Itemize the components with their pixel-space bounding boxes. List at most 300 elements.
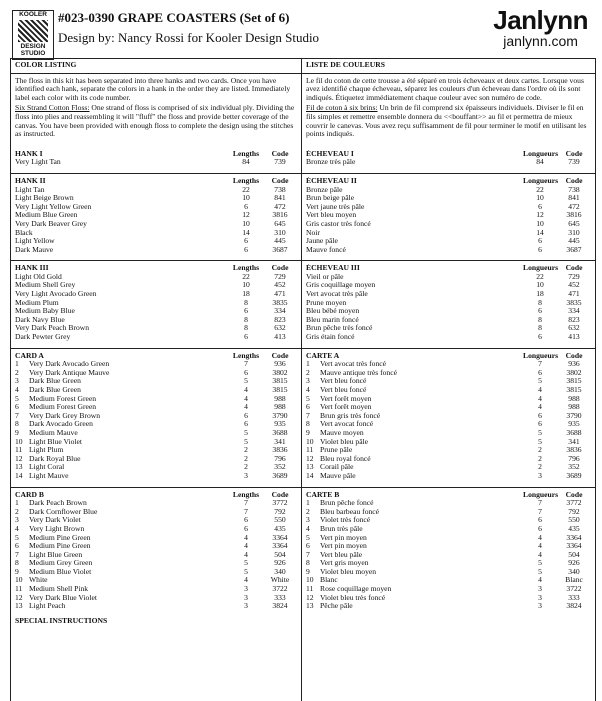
color-name: Vert jaune très pâle [306, 202, 365, 211]
color-name: Light Mauve [29, 471, 69, 480]
color-row [15, 395, 297, 404]
color-code: 413 [568, 332, 580, 342]
color-code: 792 [568, 506, 580, 516]
color-name: Very Dark Blue Violet [29, 593, 97, 602]
color-row [306, 203, 591, 212]
color-code: White [270, 575, 290, 585]
color-number: 1 [15, 498, 19, 508]
color-row [15, 316, 297, 325]
color-section [306, 177, 591, 254]
left-title: COLOR LISTING [15, 60, 77, 69]
color-code: 935 [568, 419, 580, 429]
color-row [306, 186, 591, 195]
color-name: Vert avocat très pâle [306, 290, 368, 299]
color-length: 6 [244, 244, 248, 254]
color-code: 504 [274, 549, 286, 559]
color-name: Light Plum [29, 446, 64, 455]
color-number: 6 [306, 541, 310, 551]
color-code: 796 [274, 453, 286, 463]
color-code: 550 [568, 515, 580, 525]
color-name: Bleu bébé moyen [306, 307, 360, 316]
color-number: 14 [15, 470, 23, 480]
color-length: 3 [538, 584, 542, 594]
color-name: Bronze très pâle [306, 158, 356, 167]
code-column-header: Code [565, 175, 583, 185]
color-number: 2 [306, 367, 310, 377]
color-length: 6 [244, 410, 248, 420]
color-number: 5 [306, 393, 310, 403]
color-code: 334 [274, 306, 286, 316]
janlynn-brand [493, 6, 588, 48]
color-name: Very Dark Avocado Green [29, 360, 110, 369]
right-floss-text: Un brin de fil comprend six épaisseurs individuels. Diviser le fil en fils simples et remettre ensemble donnera du <<bouffant>> au fil et permettra de mieux couvrir le canevas. Vous avez reçu suffisamment de fil pour terminer le motif en utilisant les points indiqués. [306, 103, 587, 139]
color-number: 13 [15, 462, 23, 472]
brand-name: Janlynn [493, 5, 588, 35]
color-length: 84 [536, 157, 544, 167]
color-length: 3 [244, 470, 248, 480]
color-row [306, 602, 591, 611]
color-row [15, 369, 297, 378]
color-number: 13 [15, 601, 23, 611]
color-length: 8 [538, 297, 542, 307]
color-length: 10 [536, 218, 544, 228]
color-length: 6 [538, 419, 542, 429]
color-length: 6 [244, 419, 248, 429]
color-code: 413 [274, 332, 286, 342]
color-number: 7 [15, 410, 19, 420]
color-code: 936 [568, 359, 580, 369]
color-code: 3816 [272, 210, 288, 220]
color-name: Medium Grey Green [29, 559, 93, 568]
lengths-column-header: Lengths [232, 175, 260, 185]
color-number: 10 [15, 436, 23, 446]
color-length: 6 [538, 515, 542, 525]
color-name: Gris castor très foncé [306, 219, 371, 228]
left-floss-label: Six Strand Cotton Floss: [15, 103, 90, 113]
color-length: 2 [538, 445, 542, 455]
color-code: 3364 [566, 532, 582, 542]
lengths-column-header: Longueurs [523, 148, 559, 158]
color-code: 738 [568, 184, 580, 194]
color-row [15, 551, 297, 560]
color-row [15, 377, 297, 386]
color-number: 9 [15, 566, 19, 576]
color-row [15, 446, 297, 455]
section-title: CARTE A [306, 351, 340, 360]
color-number: 8 [15, 419, 19, 429]
section-title: ÉCHEVEAU I [306, 149, 354, 158]
color-row [306, 534, 591, 543]
color-row [15, 290, 297, 299]
color-number: 12 [306, 453, 314, 463]
left-floss-paragraph [15, 104, 297, 138]
color-length: 12 [242, 210, 250, 220]
color-code: 310 [568, 227, 580, 237]
color-length: 6 [538, 367, 542, 377]
color-section [15, 150, 297, 167]
section-header [15, 264, 297, 273]
lengths-column-header: Lengths [232, 263, 260, 273]
color-name: Light Tan [15, 185, 45, 194]
color-number: 8 [306, 419, 310, 429]
color-code: 334 [568, 306, 580, 316]
color-length: 5 [244, 376, 248, 386]
color-length: 10 [242, 280, 250, 290]
embroidery-emblem-icon [18, 20, 48, 42]
color-name: Medium Forest Green [29, 403, 97, 412]
section-header [15, 352, 297, 361]
color-name: Light Old Gold [15, 272, 62, 281]
color-section [15, 352, 297, 481]
color-row [15, 568, 297, 577]
color-name: Dark Pewter Grey [15, 333, 71, 342]
color-name: Dark Blue Green [29, 377, 81, 386]
color-row [306, 194, 591, 203]
color-number: 13 [306, 601, 314, 611]
color-name: Mauve moyen [320, 428, 364, 437]
code-column-header: Code [565, 350, 583, 360]
color-row [15, 585, 297, 594]
color-length: 7 [538, 498, 542, 508]
color-section [15, 177, 297, 254]
french-column [302, 59, 595, 701]
color-row [15, 194, 297, 203]
color-name: Vert pin moyen [320, 533, 367, 542]
color-name: Violet bleu moyen [320, 567, 377, 576]
color-row [15, 542, 297, 551]
color-name: Vieil or pâle [306, 272, 344, 281]
section-header [306, 150, 591, 159]
color-name: Brun pêche foncé [320, 499, 374, 508]
color-length: 4 [538, 541, 542, 551]
color-code: 341 [568, 436, 580, 446]
color-row [306, 438, 591, 447]
color-name: Dark Mauve [15, 245, 54, 254]
color-length: 2 [538, 462, 542, 472]
color-name: Mauve foncé [306, 245, 346, 254]
color-code: 632 [274, 323, 286, 333]
color-row [306, 273, 591, 282]
color-row [15, 463, 297, 472]
color-row [306, 508, 591, 517]
section-title: CARD A [15, 351, 44, 360]
color-name: Violet bleu très foncé [320, 593, 386, 602]
color-number: 9 [15, 427, 19, 437]
color-number: 4 [15, 385, 19, 394]
color-length: 7 [538, 506, 542, 516]
color-length: 4 [244, 575, 248, 585]
color-row [15, 499, 297, 508]
color-length: 14 [536, 227, 544, 237]
color-length: 4 [244, 532, 248, 542]
color-name: Medium Pine Green [29, 542, 91, 551]
color-row [15, 455, 297, 464]
color-name: Gris coquillage moyen [306, 281, 376, 290]
color-row [306, 220, 591, 229]
color-length: 4 [244, 385, 248, 394]
color-length: 7 [244, 506, 248, 516]
color-code: 472 [568, 201, 580, 211]
color-length: 4 [244, 402, 248, 412]
section-divider [302, 487, 595, 488]
color-row [306, 386, 591, 395]
section-divider [11, 173, 301, 174]
color-number: 6 [15, 541, 19, 551]
color-code: 988 [274, 393, 286, 403]
color-name: Dark Peach Brown [29, 499, 87, 508]
color-row [306, 360, 591, 369]
logo-line-2: DESIGN [20, 43, 46, 50]
color-code: 988 [568, 402, 580, 412]
color-code: 739 [274, 157, 286, 167]
section-divider [11, 260, 301, 261]
color-length: 3 [538, 601, 542, 611]
lengths-column-header: Longueurs [523, 489, 559, 499]
color-row [306, 576, 591, 585]
color-code: 739 [568, 157, 580, 167]
color-code: 352 [274, 462, 286, 472]
code-column-header: Code [271, 148, 289, 158]
color-number: 8 [306, 558, 310, 568]
logo-line-3: STUDIO [20, 50, 46, 57]
right-floss-paragraph [306, 104, 591, 138]
color-row [15, 534, 297, 543]
color-number: 2 [15, 367, 19, 377]
color-code: 3790 [272, 410, 288, 420]
color-name: Bronze pâle [306, 185, 343, 194]
kooler-design-studio-logo [12, 10, 54, 60]
color-length: 10 [242, 193, 250, 203]
color-length: 2 [244, 462, 248, 472]
color-name: Very Dark Grey Brown [29, 411, 101, 420]
left-intro: The floss in this kit has been separated into three hanks and two cards. Once you have identified each hank, separate the colors in a hank in the order they are listed. Immediately label each color with its code number. [15, 75, 291, 102]
color-length: 5 [538, 566, 542, 576]
color-row [306, 211, 591, 220]
color-row [15, 307, 297, 316]
color-length: 6 [244, 236, 248, 246]
color-length: 2 [538, 453, 542, 463]
color-code: 333 [568, 592, 580, 602]
color-code: 3688 [272, 427, 288, 437]
color-length: 22 [242, 184, 250, 194]
color-code: 472 [274, 201, 286, 211]
color-length: 5 [538, 427, 542, 437]
color-row [306, 290, 591, 299]
color-row [15, 273, 297, 282]
section-divider [302, 260, 595, 261]
color-length: 4 [538, 393, 542, 403]
color-length: 3 [538, 592, 542, 602]
color-listing-frame [10, 58, 596, 701]
color-name: Vert forêt moyen [320, 394, 372, 403]
lengths-column-header: Lengths [232, 489, 260, 499]
color-length: 6 [244, 332, 248, 342]
lengths-column-header: Longueurs [523, 263, 559, 273]
color-code: 3815 [566, 385, 582, 394]
color-row [15, 559, 297, 568]
color-row [306, 403, 591, 412]
color-number: 1 [306, 498, 310, 508]
color-number: 13 [306, 462, 314, 472]
color-code: 926 [274, 558, 286, 568]
color-length: 12 [536, 210, 544, 220]
left-floss-text: One strand of floss is comprised of six individual ply. Dividing the floss into plies and reassembling it will "fluff" the floss and provide better coverage of the canvas. You have been provided with enough floss to complete the design using the stitches as instructed. [15, 103, 295, 139]
color-row [306, 237, 591, 246]
english-column [11, 59, 302, 701]
section-title: CARTE B [306, 490, 340, 499]
color-code: 3364 [566, 541, 582, 551]
color-name: Very Light Yellow Green [15, 202, 92, 211]
color-code: 936 [274, 359, 286, 369]
color-name: Jaune pâle [306, 237, 338, 246]
color-code: 3364 [272, 541, 288, 551]
color-length: 5 [538, 558, 542, 568]
color-length: 18 [536, 289, 544, 299]
code-column-header: Code [271, 263, 289, 273]
color-section [306, 352, 591, 481]
color-row [15, 211, 297, 220]
color-code: 823 [274, 314, 286, 324]
color-length: 5 [538, 436, 542, 446]
color-name: Brun très pâle [320, 524, 363, 533]
color-code: 333 [274, 592, 286, 602]
section-divider [11, 348, 301, 349]
color-row [306, 281, 591, 290]
color-name: Light Blue Violet [29, 437, 82, 446]
color-code: 310 [274, 227, 286, 237]
color-code: 3815 [566, 376, 582, 386]
color-name: Vert avocat très foncé [320, 360, 386, 369]
color-length: 4 [538, 532, 542, 542]
color-length: 5 [538, 376, 542, 386]
color-code: 3688 [566, 427, 582, 437]
color-name: Very Dark Antique Mauve [29, 368, 110, 377]
color-code: 3772 [566, 498, 582, 508]
code-column-header: Code [565, 489, 583, 499]
color-name: Dark Avocado Green [29, 420, 93, 429]
lengths-column-header: Longueurs [523, 175, 559, 185]
color-code: 445 [568, 236, 580, 246]
color-code: 841 [274, 193, 286, 203]
color-number: 2 [306, 506, 310, 516]
color-code: 550 [274, 515, 286, 525]
color-section [15, 491, 297, 611]
color-code: 3802 [272, 367, 288, 377]
color-name: Very Dark Violet [29, 516, 81, 525]
color-length: 6 [244, 306, 248, 316]
left-sections [15, 150, 297, 611]
color-row [15, 386, 297, 395]
section-header [306, 352, 591, 361]
color-length: 4 [538, 402, 542, 412]
color-code: 3836 [566, 445, 582, 455]
designer-credit: Design by: Nancy Rossi for Kooler Design Studio [58, 30, 320, 45]
code-column-header: Code [565, 263, 583, 273]
color-number: 6 [15, 402, 19, 412]
lengths-column-header: Lengths [232, 148, 260, 158]
color-code: 3772 [272, 498, 288, 508]
color-length: 6 [538, 410, 542, 420]
color-name: Vert bleu foncé [320, 386, 367, 394]
color-name: Prune pâle [320, 446, 353, 455]
color-name: Medium Blue Green [15, 211, 78, 220]
color-length: 22 [536, 184, 544, 194]
color-number: 12 [15, 453, 23, 463]
color-code: 452 [568, 280, 580, 290]
color-number: 11 [15, 584, 23, 594]
color-row [306, 420, 591, 429]
color-row [15, 203, 297, 212]
color-name: Bleu barbeau foncé [320, 507, 380, 516]
section-title: HANK III [15, 264, 49, 273]
color-code: 3722 [272, 584, 288, 594]
color-code: 3815 [272, 385, 288, 394]
color-name: Pêche pâle [320, 602, 353, 611]
color-code: 452 [274, 280, 286, 290]
color-number: 11 [306, 584, 314, 594]
color-row [15, 229, 297, 238]
color-number: 4 [306, 523, 310, 533]
color-code: 504 [568, 549, 580, 559]
color-section [306, 150, 591, 167]
color-row [15, 324, 297, 333]
color-name: Medium Pine Green [29, 533, 91, 542]
color-number: 10 [306, 436, 314, 446]
section-header [15, 177, 297, 186]
color-length: 6 [244, 515, 248, 525]
color-number: 5 [15, 393, 19, 403]
color-name: Prune moyen [306, 298, 347, 307]
code-column-header: Code [565, 148, 583, 158]
color-length: 10 [536, 280, 544, 290]
color-code: 988 [568, 393, 580, 403]
color-number: 3 [15, 515, 19, 525]
color-number: 9 [306, 566, 310, 576]
color-number: 4 [15, 523, 19, 533]
color-code: 341 [274, 436, 286, 446]
color-name: Dark Cornflower Blue [29, 507, 98, 516]
color-number: 12 [306, 592, 314, 602]
color-number: 8 [15, 558, 19, 568]
color-code: 632 [568, 323, 580, 333]
color-section [306, 264, 591, 341]
color-code: 3816 [566, 210, 582, 220]
color-name: Very Light Brown [29, 524, 85, 533]
lengths-column-header: Longueurs [523, 350, 559, 360]
right-floss-label: Fil de coton à six brins: [306, 103, 378, 113]
color-code: 823 [568, 314, 580, 324]
color-length: 7 [244, 498, 248, 508]
color-name: Brun gris très foncé [320, 411, 381, 420]
color-number: 1 [15, 359, 19, 369]
color-code: 3824 [566, 601, 582, 611]
color-name: Vert bleu foncé [320, 377, 367, 386]
section-title: HANK II [15, 176, 46, 185]
color-row [306, 568, 591, 577]
page-header [0, 0, 602, 58]
color-name: White [29, 576, 48, 585]
section-header [306, 264, 591, 273]
code-column-header: Code [271, 489, 289, 499]
color-row [15, 360, 297, 369]
right-title: LISTE DE COULEURS [306, 60, 385, 69]
color-length: 10 [242, 218, 250, 228]
color-name: Rose coquillage moyen [320, 585, 392, 594]
color-name: Dark Navy Blue [15, 315, 65, 324]
color-name: Noir [306, 228, 320, 237]
color-row [306, 316, 591, 325]
color-name: Vert pin moyen [320, 542, 367, 551]
